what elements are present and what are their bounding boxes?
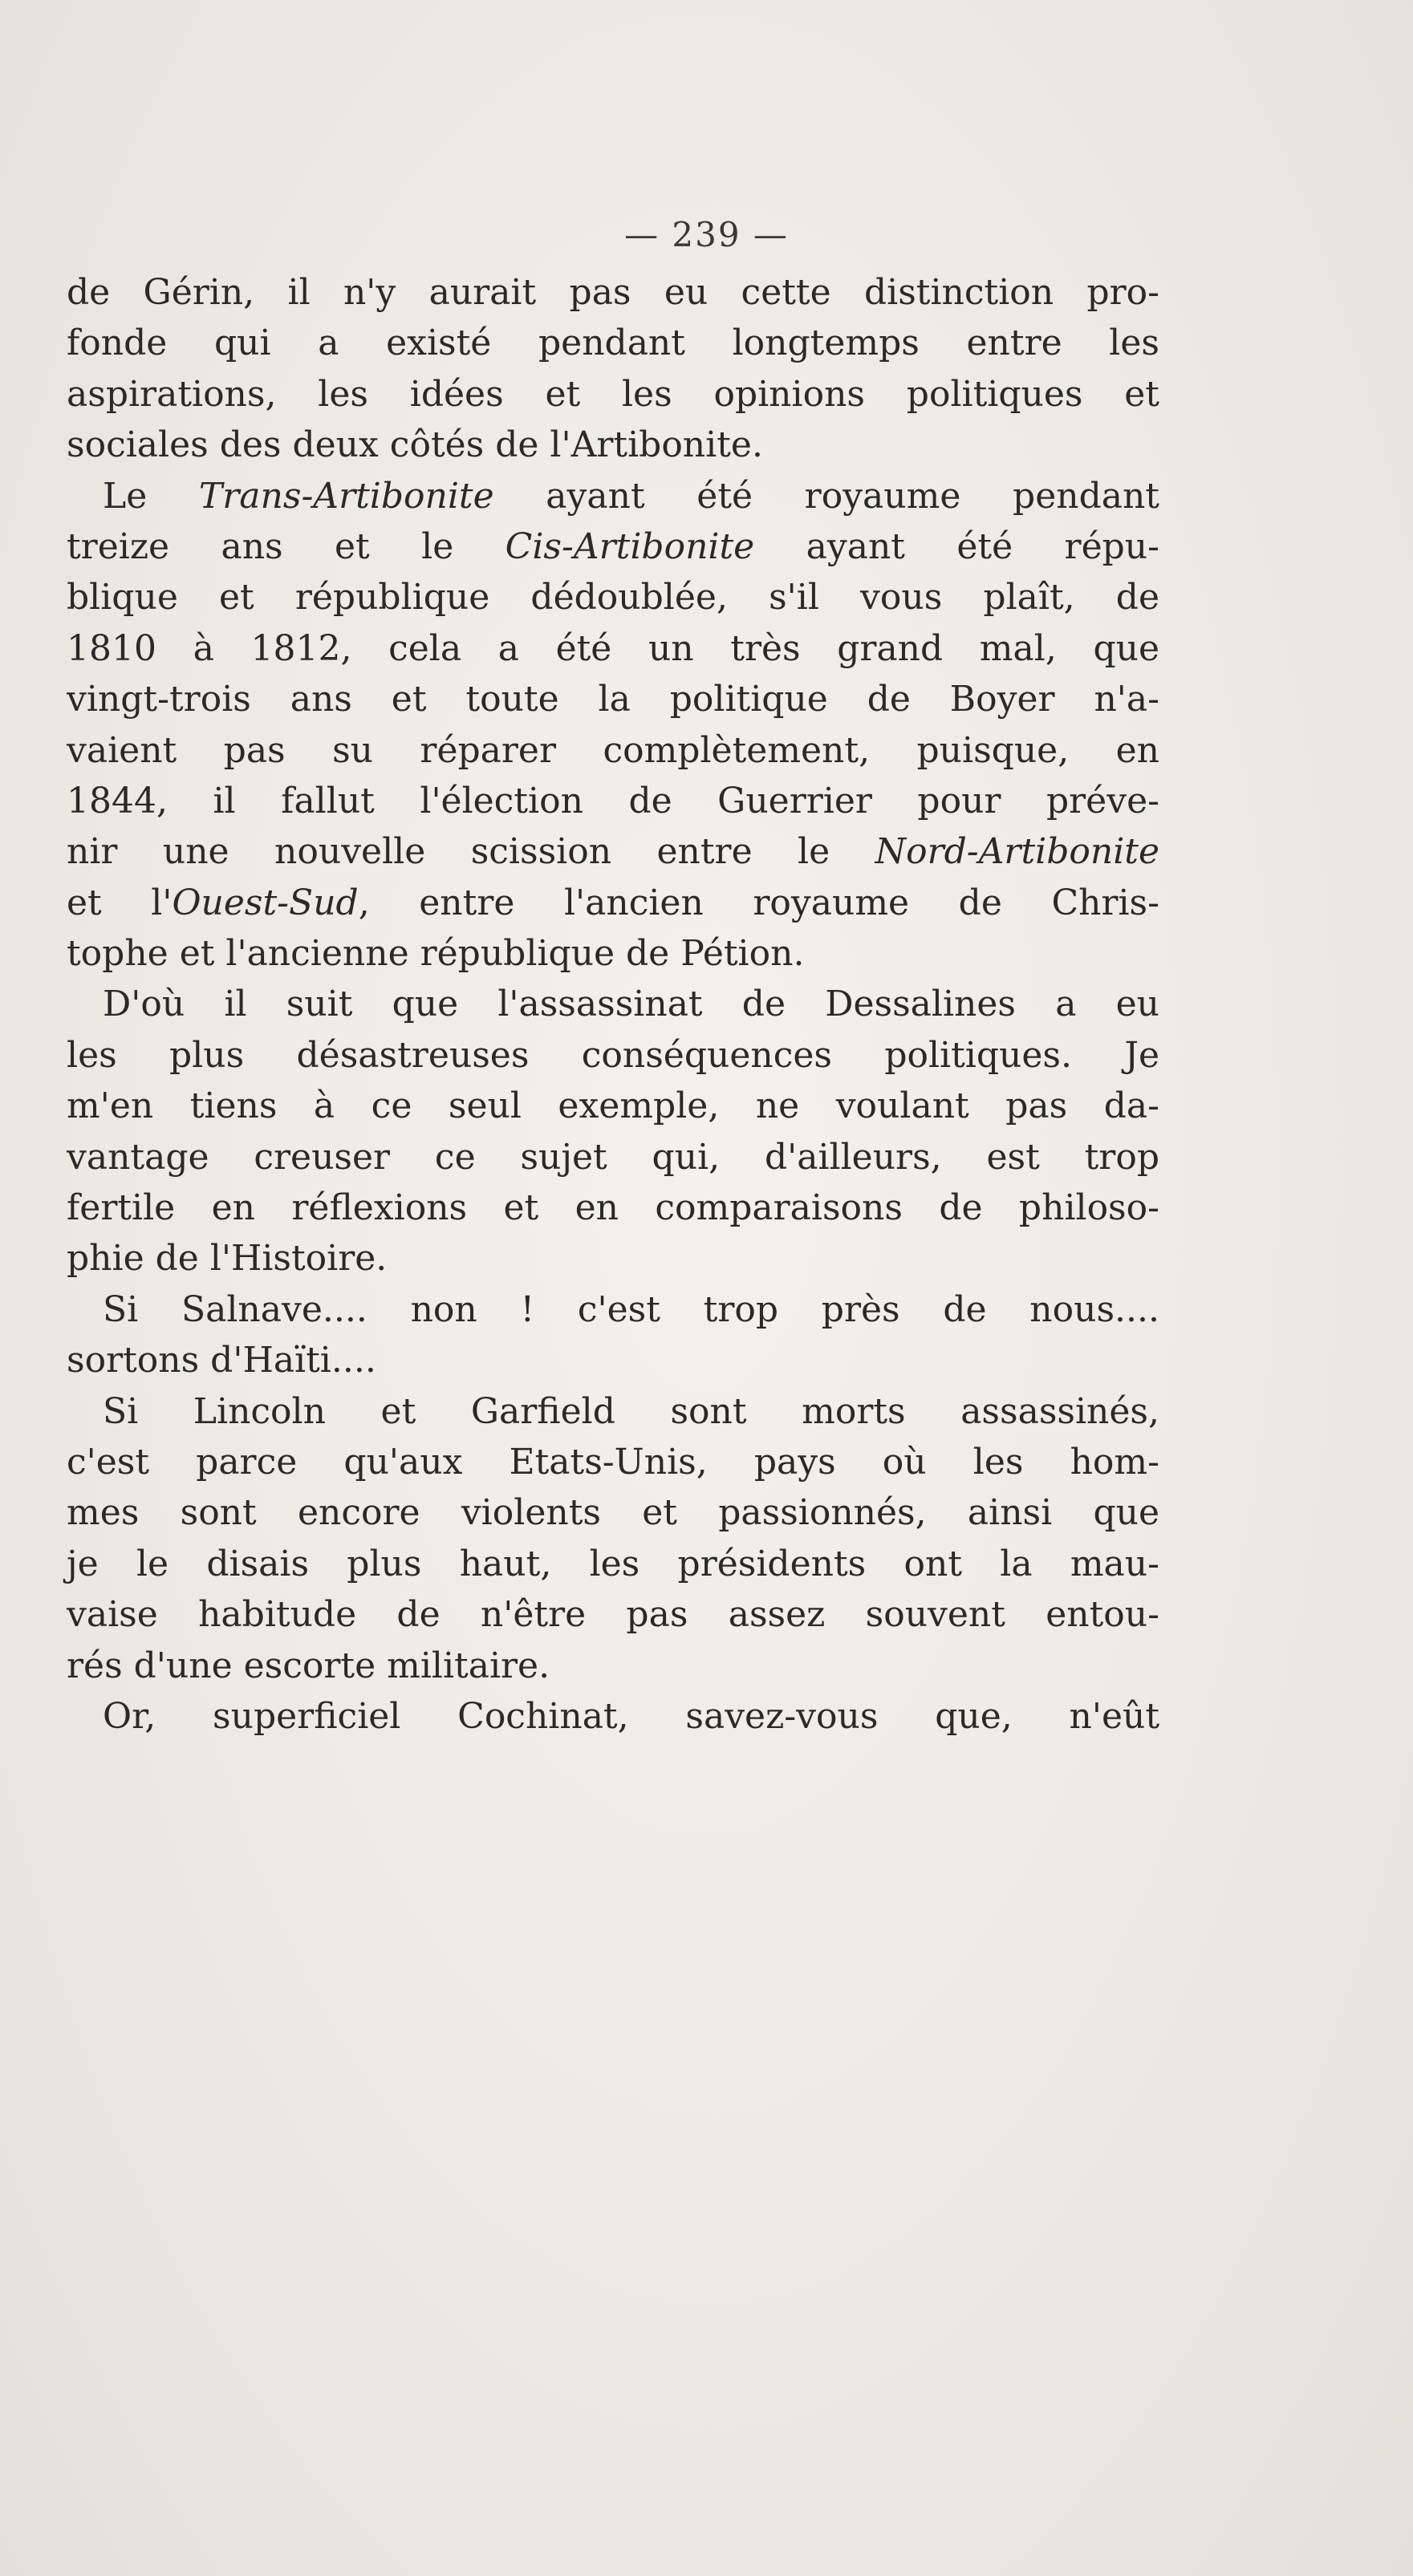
text-line: m'en tiens à ce seul exemple, ne voulant pas da- bbox=[67, 1085, 1159, 1127]
body-text bbox=[67, 267, 1159, 1742]
italic-term: Ouest-Sud bbox=[172, 882, 359, 923]
text-line: les plus désastreuses conséquences politiques. Je bbox=[67, 1034, 1159, 1076]
text-line: rés d'une escorte militaire. bbox=[67, 1645, 550, 1686]
text-line: de Gérin, il n'y aurait pas eu cette distinction pro- bbox=[67, 272, 1159, 313]
italic-term: Cis-Artibonite bbox=[505, 525, 755, 567]
text-line: blique et république dédoublée, s'il vous plaît, de bbox=[67, 577, 1159, 619]
text-line: Le Trans-Artibonite ayant été royaume pendant bbox=[103, 475, 1159, 517]
text-line: c'est parce qu'aux Etats-Unis, pays où les hom- bbox=[67, 1441, 1159, 1483]
text-line: vaise habitude de n'être pas assez souvent entou- bbox=[67, 1594, 1159, 1636]
text-line: je le disais plus haut, les présidents ont la mau- bbox=[67, 1543, 1159, 1584]
text-line: sociales des deux côtés de l'Artibonite. bbox=[67, 424, 763, 466]
text-line: aspirations, les idées et les opinions politiques et bbox=[67, 373, 1159, 415]
text-line: 1844, il fallut l'élection de Guerrier pour préve- bbox=[67, 780, 1159, 821]
italic-term: Nord-Artibonite bbox=[875, 831, 1159, 873]
text-line: nir une nouvelle scission entre le Nord-Artibonite bbox=[67, 831, 1159, 873]
text-line: Or, superficiel Cochinat, savez-vous que, n'eût bbox=[103, 1695, 1159, 1737]
text-line: fertile en réflexions et en comparaisons de philoso- bbox=[67, 1187, 1159, 1229]
text-line: et l'Ouest-Sud, entre l'ancien royaume de Chris- bbox=[67, 882, 1159, 923]
text-line: vaient pas su réparer complètement, puisque, en bbox=[67, 729, 1159, 771]
text-line: vingt-trois ans et toute la politique de Boyer n'a- bbox=[67, 679, 1159, 720]
text-line: mes sont encore violents et passionnés, ainsi que bbox=[67, 1492, 1159, 1534]
italic-term: Trans-Artibonite bbox=[198, 475, 494, 517]
text-line: D'où il suit que l'assassinat de Dessalines a eu bbox=[103, 984, 1159, 1025]
text-line: sortons d'Haïti.... bbox=[67, 1340, 376, 1381]
text-line: fonde qui a existé pendant longtemps entre les bbox=[67, 323, 1159, 364]
text-line: 1810 à 1812, cela a été un très grand mal, que bbox=[67, 627, 1159, 669]
text-line: vantage creuser ce sujet qui, d'ailleurs, est trop bbox=[67, 1136, 1159, 1178]
text-line: phie de l'Histoire. bbox=[67, 1238, 388, 1280]
page-number: — 239 — bbox=[624, 215, 789, 254]
text-line: Si Salnave.... non ! c'est trop près de nous.... bbox=[103, 1288, 1159, 1330]
text-line: treize ans et le Cis-Artibonite ayant été répu- bbox=[67, 525, 1159, 567]
text-line: tophe et l'ancienne république de Pétion. bbox=[67, 933, 805, 975]
text-line: Si Lincoln et Garfield sont morts assassinés, bbox=[103, 1390, 1159, 1432]
